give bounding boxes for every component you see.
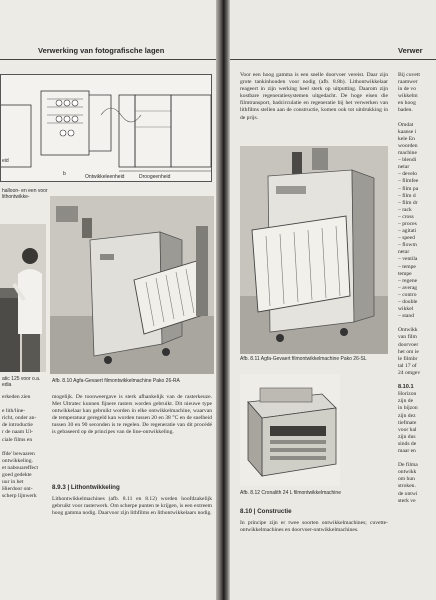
right-page (230, 0, 436, 600)
text-line: netar (398, 249, 410, 256)
text-line: – stand (398, 313, 415, 320)
text-line: – agitati (398, 228, 417, 235)
text-line: doorvoer (398, 341, 419, 348)
diagram-label-development-unit: Ontwikkeleenheid (85, 174, 125, 180)
text-line: ciale films en (2, 436, 33, 443)
text-line: wikkel (398, 306, 414, 313)
book-gutter (216, 0, 230, 600)
text-line: e lith/line- (2, 408, 26, 415)
text-line: – rack (398, 206, 412, 213)
right-page-header: Verwer (398, 46, 423, 55)
text-line: – film dr (398, 199, 418, 206)
text-line: raamwer (398, 79, 418, 86)
text-line: machine (398, 150, 417, 157)
text-line: voor hal (398, 426, 417, 433)
text-line: van film (398, 334, 417, 341)
text-line: ffde' bewaaren (2, 450, 35, 457)
text-line: r de naam Ul- (2, 429, 33, 436)
text-line: – tempe (398, 263, 416, 270)
photo-pako-26-sl-drawing (240, 146, 388, 354)
text-line: stroken. (398, 483, 416, 490)
text-line: de ontwi (398, 490, 418, 497)
text-line: – double (398, 299, 418, 305)
figure-caption-left: atic 125 voor o.a. edia (2, 376, 41, 388)
text-line: sterk ve (398, 497, 416, 504)
text-line: scherp lijnwerk (2, 493, 37, 500)
text-line: tempe (398, 270, 412, 277)
text-line: Bij cuvett (398, 72, 420, 78)
right-column-text (398, 72, 436, 505)
body-text-lithontwikkeling: Lithontwikkelmachines (afb. 8.11 en 8.12) worden hoofdzakelijk gebruikt voor rasterwerk. Om scherpe punten te krijgen, is een extreem hoog gamma nodig. Daarvoor zijn lithfilms en lithontwikkelaars nodig. (52, 496, 212, 517)
text-line: netar (398, 164, 410, 171)
text-line: de introductie (2, 422, 33, 429)
text-line: 24 omgev (398, 369, 421, 376)
section-heading-8-10: 8.10 | Constructie (240, 508, 292, 515)
left-page-header: Verwerking van fotografische lagen (38, 46, 165, 55)
text-line: kaanse i (398, 128, 417, 135)
text-line: De filma (398, 462, 418, 469)
text-line: en hoog (398, 100, 416, 107)
photo-cronalith-drawing (240, 374, 340, 486)
process-diagram (0, 74, 212, 182)
text-line: in de vo (398, 86, 417, 93)
text-line: richt, onder an- (2, 415, 37, 422)
text-line: woorden (398, 142, 418, 149)
text-line (398, 320, 436, 327)
text-line: erkeden zien (2, 394, 31, 400)
text-line: – blendi (398, 157, 417, 164)
photo-operator (0, 224, 46, 372)
photo-operator-drawing (0, 224, 46, 372)
text-line: wikkelm (398, 93, 418, 100)
figure-caption-8-11: Afb. 8.11 Agfa-Gevaert filmontwikkelmachine Pako 26-SL (240, 356, 367, 362)
text-line: tiefmate (398, 419, 417, 426)
diagram-label-drying-unit: Droogeenheid (139, 174, 171, 180)
text-line: zijn de (398, 398, 414, 405)
header-rule (0, 59, 216, 60)
text-line: – flowm (398, 242, 417, 249)
text-line: maar en (398, 447, 416, 454)
text-line (2, 444, 48, 451)
body-text-toonweergave: mogelijk. De toonweergave is sterk afhankelijk van de rasterkeuze. Met Ultratec kunnen fijnere rasters worden gebruikt. Dit nieuwe type ontwikkelaar kan gebruikt worden in elke ontwikkelmachine, waarvan de temperatuur geregeld kan worden tussen 20 en 38 °C en de snelheid tussen 30 en 90 seconden is te regelen. De regeneratie van dit procédé is gebaseerd op de principes van de line-ontwikkeling. (52, 394, 212, 436)
text-line: goed gedekte (2, 472, 32, 479)
text-line: et nabouareffect (2, 464, 39, 471)
text-line: sinds de (398, 440, 417, 447)
text-line: 8.10.1 (398, 384, 414, 391)
diagram-label-left: eid (2, 158, 9, 164)
text-line: zijn dus (398, 433, 416, 440)
text-line: – averag (398, 284, 418, 291)
text-line: – develo (398, 171, 418, 178)
left-page (0, 0, 216, 600)
text-line: in bijzon (398, 405, 418, 412)
text-line: le filmbr (398, 355, 418, 362)
text-line (2, 401, 48, 408)
text-line: om hun (398, 476, 415, 483)
text-line: Horizon (398, 391, 417, 398)
text-line: – regene (398, 277, 418, 284)
text-line: baden. (398, 107, 413, 114)
figure-caption-8-10: Afb. 8.10 Agfa-Gevaert filmontwikkelmachine Pako 26-RA (52, 378, 180, 384)
text-line (398, 115, 436, 122)
photo-pako-26-ra-drawing (50, 196, 214, 374)
text-line: ontwikkeling. (2, 457, 33, 464)
text-line: – film pa (398, 185, 419, 192)
text-line: – cross (398, 213, 414, 220)
body-text-constructie: In principe zijn er twee soorten ontwikkelmachines; cuvette-ontwikkelmachines en doorvoer-ontwikkelmachines. (240, 520, 388, 534)
text-line: het om ie (398, 348, 419, 355)
photo-pako-26-sl (240, 146, 388, 354)
text-line: Hierdoor ont- (2, 486, 33, 493)
section-heading-8-9-3: 8.9.3 | Lithontwikkeling (52, 484, 120, 491)
text-line: ontwikk (398, 469, 417, 476)
photo-cronalith-24-l (240, 374, 340, 486)
text-line: uur in het (2, 479, 24, 486)
text-line: zijn dez (398, 412, 416, 419)
text-line: – ventila (398, 256, 418, 263)
text-line: – filmfee (398, 178, 419, 185)
body-text-intro: Voor een hoog gamma is een snelle doorvoer vereist. Daar zijn grote tankinhouden voor nodig (afb. 8.8b). Lithontwikkelaar reageert in zijn werking heel sterk op uitputting. Daarom zijn kostbare regeneratiesystemen uitgedacht. De hoge eisen die filmtransport, badcirculatie en regeneratie bij het verwerken van lithfilms stellen aan de constructie, komen ook tot uitdrukking in de prijs. (240, 72, 388, 121)
text-line: – film d (398, 192, 416, 199)
text-line: Ontwikk (398, 327, 418, 334)
text-line: tal 17 of (398, 362, 417, 369)
photo-pako-26-ra (50, 196, 214, 374)
text-line: – proces (398, 220, 417, 227)
header-rule-right (230, 59, 436, 60)
diagram-drawing (1, 75, 213, 183)
figure-caption-8-12: Afb. 8.12 Cronalith 24 L filmontwikkelmachine (240, 490, 341, 496)
text-line: Omdat (398, 121, 414, 128)
text-line: – contro (398, 291, 417, 298)
text-line: kele En (398, 135, 415, 142)
left-column-text (2, 394, 48, 500)
text-line (398, 377, 436, 384)
diagram-label-b: b (63, 171, 66, 177)
text-line: – speed (398, 235, 415, 242)
figure-caption-top-left: halloon- en een voor lithontwikke- (2, 188, 48, 200)
